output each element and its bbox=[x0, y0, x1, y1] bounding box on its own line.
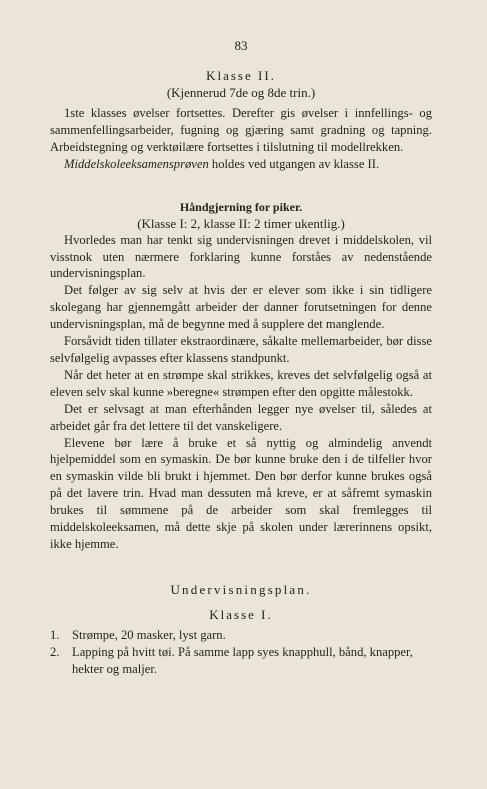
list-item-text: Lapping på hvitt tøi. På samme lapp syes knapphull, bånd, knapper, hekter og maljer. bbox=[72, 644, 413, 676]
list-item-text: Strømpe, 20 masker, lyst garn. bbox=[72, 627, 226, 642]
exam-rest-text: holdes ved utgangen av klasse II. bbox=[208, 156, 380, 171]
exam-italic-text: Middelskoleeksamensprøven bbox=[64, 156, 209, 171]
plan-class-heading: Klasse I. bbox=[209, 606, 273, 622]
spacer bbox=[50, 553, 432, 581]
list-item bbox=[50, 627, 432, 644]
plan-title: Undervisningsplan. bbox=[170, 581, 312, 597]
body-paragraph: Det følger av sig selv at hvis der er elever som ikke i sin tidligere skolegang har gjennemgått arbeider der danner forutsetningen for denne undervisningsplan, må de begynne med å supplere det manglende. bbox=[50, 283, 432, 332]
body-paragraph: Elevene bør lære å bruke et så nyttig og almindelig anvendt hjelpemiddel som en symaskin. De bør kunne bruke den i de tilfeller hvor en symaskin vilde bli brukt i hjemmet. Den bør derfor kunne brukes også på det lavere trin. Hvad man dessuten må kreve, er at såfremt symaskin brukes til sømmene på de arbeider som skal fremlegges til middelskoleeksamen, må dette skje på skolen under lærerinnens opsikt, ikke hjemme. bbox=[50, 435, 432, 551]
class-two-heading: Klasse II. bbox=[206, 68, 276, 83]
page bbox=[50, 38, 432, 678]
body-paragraph: Det er selvsagt at man efterhånden legger nye øvelser til, således at arbeidet går fra det lettere til det vanskeligere. bbox=[50, 401, 432, 433]
page-number: 83 bbox=[234, 38, 248, 53]
body-paragraph: Når det heter at en strømpe skal strikkes, kreves det selvfølgelig også at eleven selv skal kunne »beregne« strømpen efter den opgitte målestokk. bbox=[50, 367, 432, 399]
body-paragraph: Forsåvidt tiden tillater ekstraordinære, såkalte mellemarbeider, bør disse selvfølgelig avpasses efter klassens standpunkt. bbox=[50, 334, 432, 365]
handwork-subtitle: (Klasse I: 2, klasse II: 2 timer ukentlig.) bbox=[137, 215, 345, 231]
list-item bbox=[50, 644, 432, 678]
list-item-number: 2. bbox=[50, 644, 60, 659]
class-two-subheading: (Kjennerud 7de og 8de trin.) bbox=[166, 85, 316, 100]
handwork-title: Håndgjerning for piker. bbox=[179, 199, 303, 214]
class-two-paragraph: 1ste klasses øvelser fortsettes. Derefter gis øvelser i innfellings- og sammenfellingsarbeider, fugning og gjæring samt gradning og tapning. Arbeidstegning og verktøilære fortsettes i tilslutning til modellrekken. bbox=[50, 106, 432, 154]
plan-list bbox=[50, 627, 432, 678]
exam-paragraph bbox=[50, 156, 432, 173]
body-paragraph: Hvorledes man har tenkt sig undervisningen drevet i middelskolen, vil visstnok uten nærmere forklaring kunne forståes av nedenstående undervisningsplan. bbox=[50, 232, 432, 281]
list-item-number: 1. bbox=[50, 627, 60, 642]
